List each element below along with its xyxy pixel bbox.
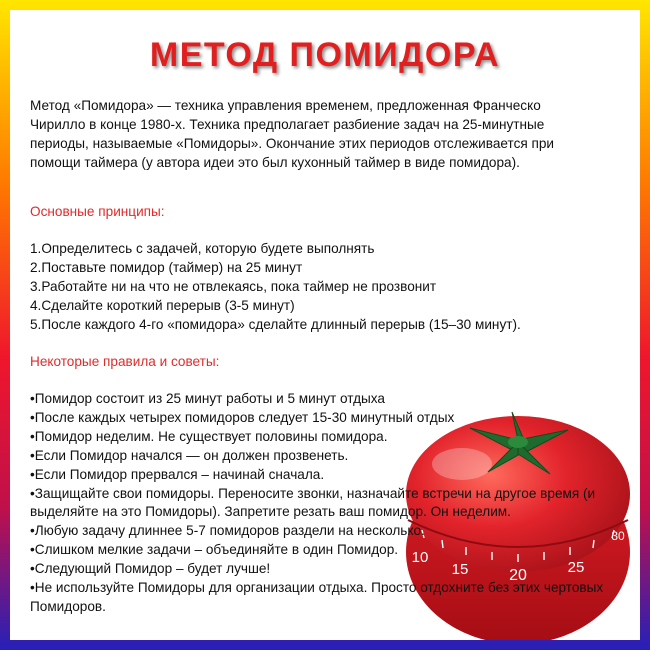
list-item: •После каждых четырех помидоров следует 15-30 минутный отдых xyxy=(30,409,455,425)
list-item: •Если Помидор начался — он должен прозвенеть. xyxy=(30,447,349,463)
list-item: •Не используйте Помидоры для организации отдыха. Просто отдохните без этих чертовых Помидоров. xyxy=(30,580,604,614)
list-item: 5.После каждого 4-го «помидора» сделайте длинный перерыв (15–30 минут). xyxy=(30,316,521,332)
dial-label-20: 20 xyxy=(509,567,527,584)
list-item: •Помидор неделим. Не существует половины помидора. xyxy=(30,428,388,444)
dial-label-25: 25 xyxy=(567,559,585,576)
list-item: 4.Сделайте короткий перерыв (3-5 минут) xyxy=(30,297,295,313)
list-item: 1.Определитесь с задачей, которую будете выполнять xyxy=(30,241,375,256)
principles-list xyxy=(30,240,521,335)
dial-label-15: 15 xyxy=(451,561,469,578)
list-item: •Любую задачу длиннее 5-7 помидоров раздели на несколько. xyxy=(30,523,425,539)
principles-heading: Основные принципы: xyxy=(30,204,165,219)
poster-card xyxy=(10,10,640,640)
list-item: •Помидор состоит из 25 минут работы и 5 минут отдыха xyxy=(30,391,385,406)
list-item: •Слишком мелкие задачи – объединяйте в один Помидор. xyxy=(30,542,399,558)
list-item: 2.Поставьте помидор (таймер) на 25 минут xyxy=(30,259,303,275)
poster-title: МЕТОД ПОМИДОРА xyxy=(149,36,501,74)
list-item: •Если Помидор прервался – начинай сначала. xyxy=(30,466,325,482)
intro-paragraph: Метод «Помидора» — техника управления временем, предложенная Франческо Чирилло в конце 1980-х. Техника предполагает разбиение задач на 25-минутные периоды, называемые «Помидоры». Окончание этих периодов отслеживается при помощи таймера (у автора идеи это был кухонный таймер в виде помидора). xyxy=(30,98,555,170)
list-item: •Следующий Помидор – будет лучше! xyxy=(30,561,271,577)
rules-list xyxy=(30,390,605,617)
list-item: •Защищайте свои помидоры. Переносите звонки, назначайте встречи на другое время (и выделяйте на это Помидоры). Запретите резать ваш помидор. Он неделим. xyxy=(30,485,596,520)
dial-label-30: 30 xyxy=(611,529,625,543)
dial-label-10: 10 xyxy=(411,549,429,566)
rules-heading: Некоторые правила и советы: xyxy=(30,354,220,369)
list-item: 3.Работайте ни на что не отвлекаясь, пока таймер не прозвонит xyxy=(30,278,437,294)
